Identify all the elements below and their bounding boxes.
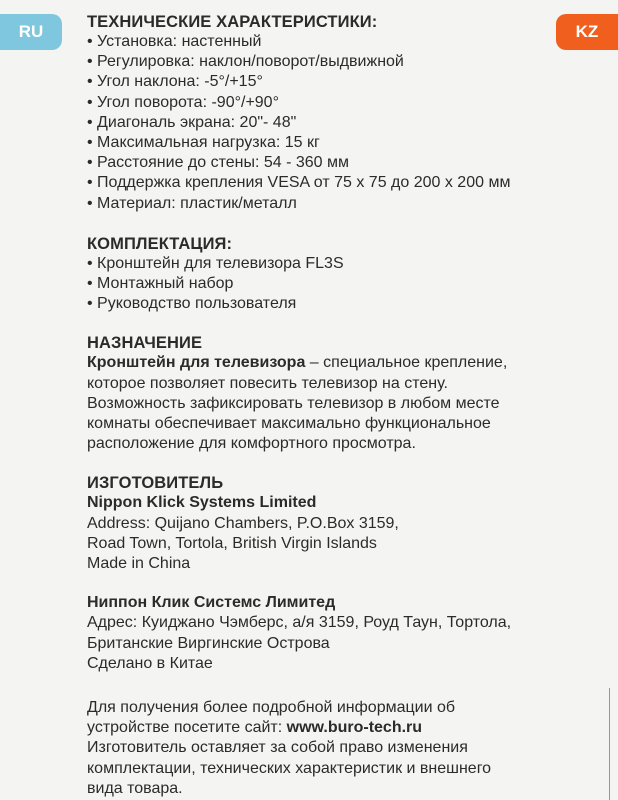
address-line-ru: Британские Виргинские Острова xyxy=(87,634,330,652)
manual-page xyxy=(87,12,607,799)
manufacturer-ru-section xyxy=(87,593,607,674)
spec-item: • Установка: настенный xyxy=(87,33,262,50)
spec-item: • Поддержка крепления VESA от 75 х 75 до 200 х 200 мм xyxy=(87,174,511,192)
purpose-heading: НАЗНАЧЕНИЕ xyxy=(87,334,203,353)
footer-line xyxy=(87,718,607,738)
language-tab-kz: KZ xyxy=(556,14,618,50)
address-line-en: Made in China xyxy=(87,555,191,573)
address-line-ru: Адрес: Куиджано Чэмберс, а/я 3159, Роуд Таун, Тортола, xyxy=(87,614,512,632)
manufacturer-name-en: Nippon Klick Systems Limited xyxy=(87,494,317,512)
address-line-en: Address: Quijano Chambers, P.O.Box 3159, xyxy=(87,514,399,532)
spec-item: • Расстояние до стены: 54 - 360 мм xyxy=(87,154,350,172)
language-tab-ru: RU xyxy=(0,14,62,50)
address-line-en: Road Town, Tortola, British Virgin Islands xyxy=(87,534,377,552)
purpose-section xyxy=(87,333,607,454)
spec-item: • Материал: пластик/металл xyxy=(87,194,297,212)
footer-line: Изготовитель оставляет за собой право изменения xyxy=(87,739,468,757)
spec-item: • Диагональ экрана: 20"- 48" xyxy=(87,113,297,131)
specs-heading: ТЕХНИЧЕСКИЕ ХАРАКТЕРИСТИКИ: xyxy=(87,13,378,31)
footer-website-prefix: устройстве посетите сайт: xyxy=(87,719,287,737)
purpose-line: комнаты обеспечивает максимально функциональное xyxy=(87,415,491,433)
manufacturer-heading: ИЗГОТОВИТЕЛЬ xyxy=(87,474,224,493)
kit-heading: КОМПЛЕКТАЦИЯ: xyxy=(87,234,233,253)
purpose-line-rest: – специальное крепление, xyxy=(305,354,508,372)
kit-item: • Кронштейн для телевизора FL3S xyxy=(87,254,344,272)
manufacturer-section xyxy=(87,473,607,574)
manufacturer-name-ru: Ниппон Клик Системс Лимитед xyxy=(87,594,336,612)
website-link: www.buro-tech.ru xyxy=(286,719,423,737)
footer-line: комплектации, технических характеристик и внешнего xyxy=(87,759,492,777)
purpose-line xyxy=(87,353,607,373)
purpose-line: расположение для комфортного просмотра. xyxy=(87,435,416,453)
specs-section xyxy=(87,12,607,214)
kit-section xyxy=(87,234,607,315)
footer-line: Для получения более подробной информации об xyxy=(87,699,456,717)
purpose-line: которое позволяет повесить телевизор на стену. xyxy=(87,374,448,392)
spec-item: • Максимальная нагрузка: 15 кг xyxy=(87,134,320,152)
footer-line: вида товара. xyxy=(87,779,183,797)
spec-item: • Угол поворота: -90°/+90° xyxy=(87,93,279,111)
spec-item: • Угол наклона: -5°/+15° xyxy=(87,73,263,91)
address-line-ru: Сделано в Китае xyxy=(87,654,213,672)
purpose-bold-term: Кронштейн для телевизора xyxy=(87,354,306,372)
kit-item: • Монтажный набор xyxy=(87,275,234,293)
footer-section xyxy=(87,698,607,799)
purpose-line: Возможность зафиксировать телевизор в любом месте xyxy=(87,394,500,412)
page-edge-line xyxy=(609,688,610,800)
kit-item: • Руководство пользователя xyxy=(87,295,297,313)
spec-item: • Регулировка: наклон/поворот/выдвижной xyxy=(87,53,404,71)
